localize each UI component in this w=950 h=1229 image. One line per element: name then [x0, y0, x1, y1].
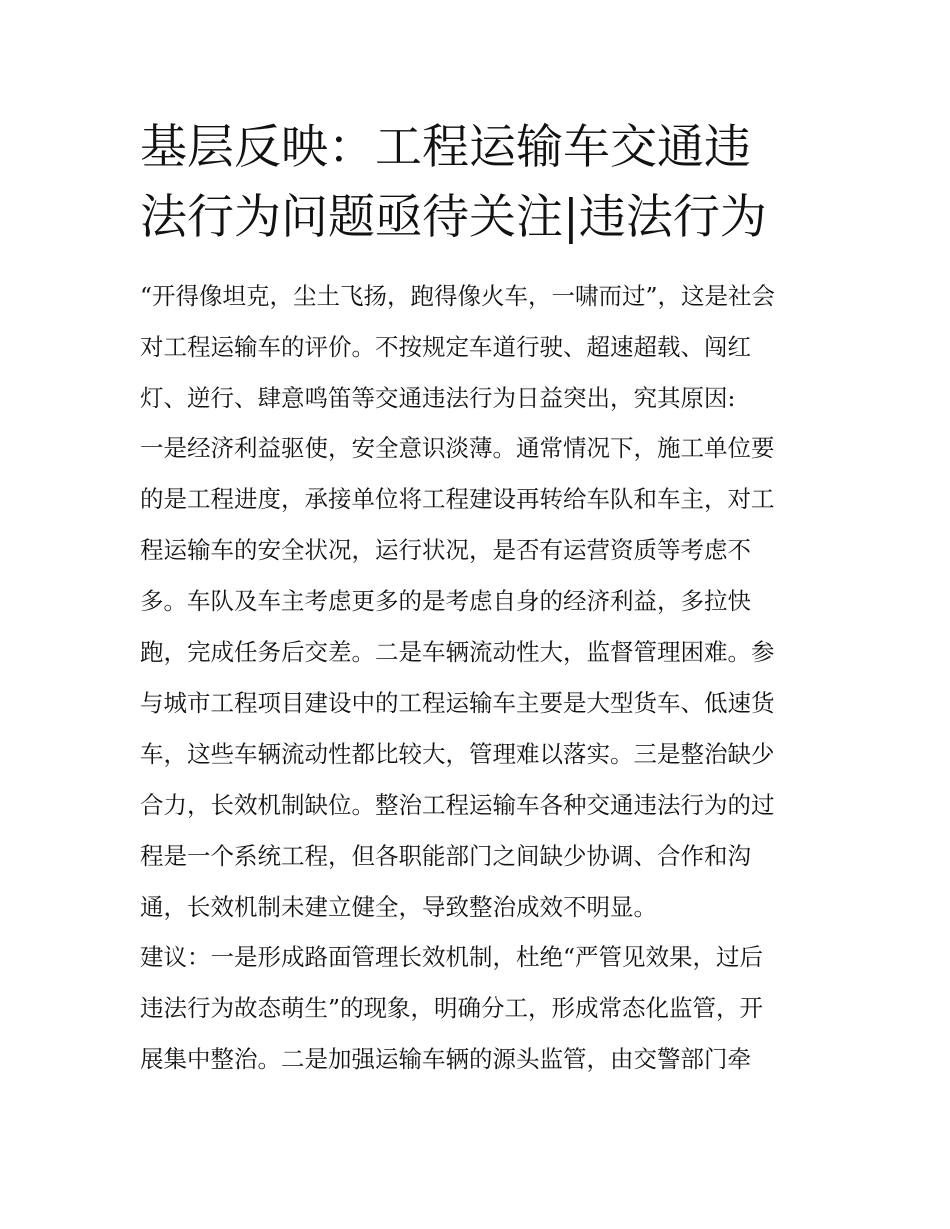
body-line: 程是一个系统工程，但各职能部门之间缺少协调、合作和沟: [140, 842, 751, 870]
body-line: 展集中整治。二是加强运输车辆的源头监管，由交警部门牵: [140, 1045, 751, 1073]
body-line: 的是工程进度，承接单位将工程建设再转给车队和车主，对工: [140, 485, 775, 513]
body-line: 灯、逆行、肆意鸣笛等交通违法行为日益突出，究其原因:: [140, 384, 736, 412]
body-line: 通，长效机制未建立健全，导致整治成效不明显。: [140, 893, 657, 921]
title-line: 法行为问题亟待关注|违法行为: [140, 190, 767, 245]
title-line: 基层反映：工程运输车交通违: [140, 120, 751, 175]
body-line: 建议：一是形成路面管理长效机制，杜绝“严管见效果，过后: [140, 943, 764, 971]
body-line: 与城市工程项目建设中的工程运输车主要是大型货车、低速货: [140, 689, 775, 717]
body-line: 跑，完成任务后交差。二是车辆流动性大，监督管理困难。参: [140, 638, 775, 666]
document-title: [140, 113, 820, 253]
body-line: 程运输车的安全状况，运行状况，是否有运营资质等考虑不: [140, 536, 751, 564]
body-line: 违法行为故态萌生”的现象，明确分工，形成常态化监管，开: [140, 994, 764, 1022]
body-line: “开得像坦克，尘土飞扬，跑得像火车，一啸而过”，这是社会: [140, 282, 776, 310]
body-line: 一是经济利益驱使，安全意识淡薄。通常情况下，施工单位要: [140, 434, 775, 462]
body-line: 多。车队及车主考虑更多的是考虑自身的经济利益，多拉快: [140, 587, 751, 615]
body-line: 对工程运输车的评价。不按规定车道行驶、超速超载、闯红: [140, 333, 751, 361]
body-line: 合力，长效机制缺位。整治工程运输车各种交通违法行为的过: [140, 791, 775, 819]
body-line: 车，这些车辆流动性都比较大，管理难以落实。三是整治缺少: [140, 740, 775, 768]
